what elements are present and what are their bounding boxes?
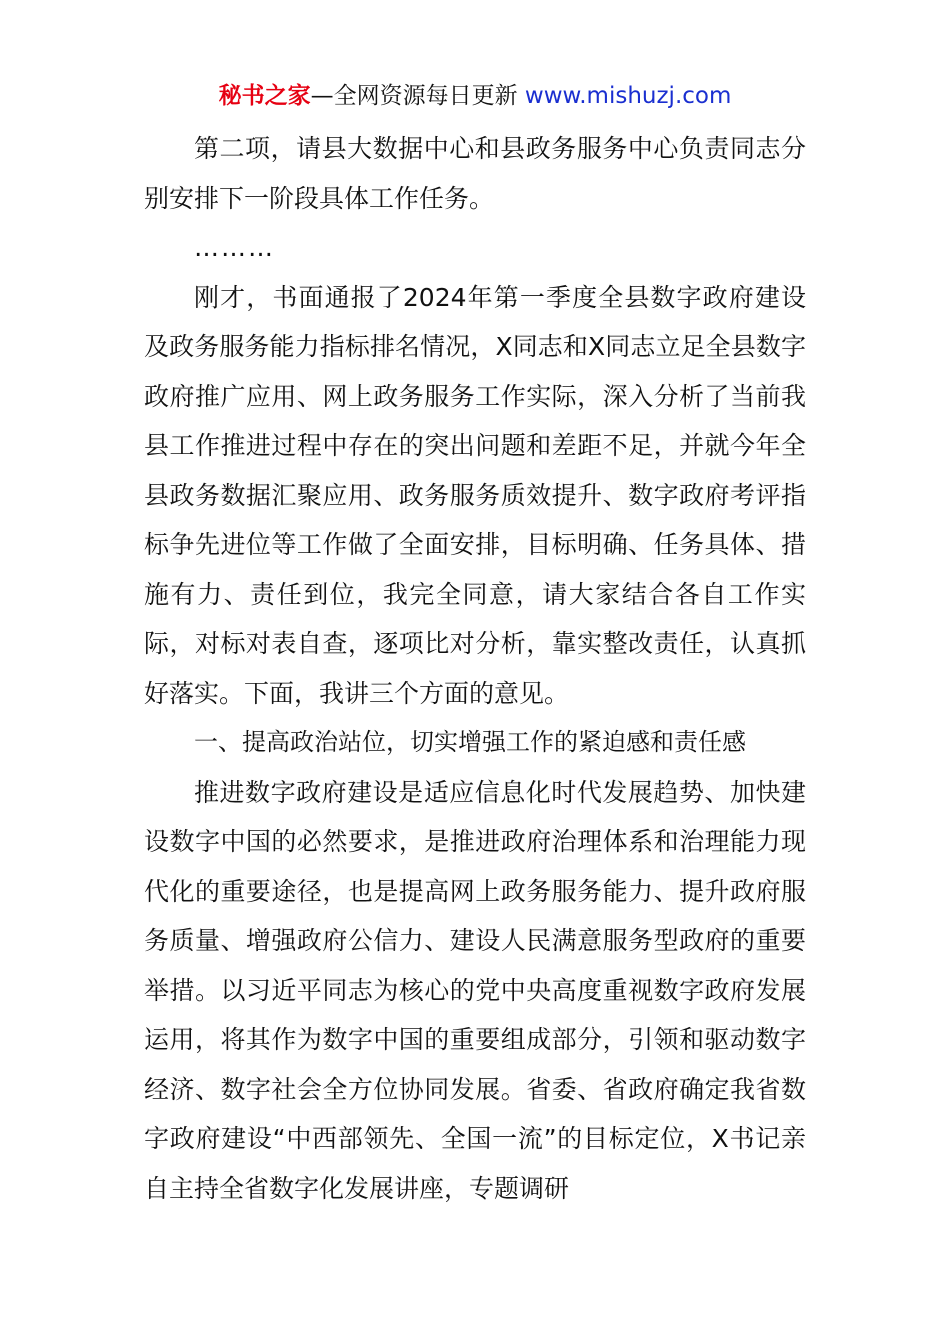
- paragraph: 第二项，请县大数据中心和县政务服务中心负责同志分别安排下一阶段具体工作任务。: [144, 134, 806, 213]
- ellipsis-paragraph: ………: [194, 233, 275, 262]
- brand-name: 秘书之家: [218, 83, 311, 109]
- document-body: [144, 124, 806, 1213]
- section-heading: 一、提高政治站位，切实增强工作的紧迫感和责任感: [194, 728, 746, 756]
- page-header: [0, 80, 950, 112]
- header-tagline: —全网资源每日更新: [310, 83, 518, 109]
- paragraph: 推进数字政府建设是适应信息化时代发展趋势、加快建设数字中国的必然要求，是推进政府治理体系和治理能力现代化的重要途径，也是提高网上政务服务能力、提升政府服务质量、增强政府公信力、建设人民满意服务型政府的重要举措。以习近平同志为核心的党中央高度重视数字政府发展运用，将其作为数字中国的重要组成部分，引领和驱动数字经济、数字社会全方位协同发展。省委、省政府确定我省数字政府建设“中西部领先、全国一流”的目标定位，X书记亲自主持全省数字化发展讲座，专题调研: [144, 777, 806, 1203]
- website-link[interactable]: www.mishuzj.com: [524, 83, 732, 109]
- paragraph: 刚才，书面通报了2024年第一季度全县数字政府建设及政务服务能力指标排名情况，X同志和X同志立足全县数字政府推广应用、网上政务服务工作实际，深入分析了当前我县工作推进过程中存在的突出问题和差距不足，并就今年全县政务数据汇聚应用、政务服务质效提升、数字政府考评指标争先进位等工作做了全面安排，目标明确、任务具体、措施有力、责任到位，我完全同意，请大家结合各自工作实际，对标对表自查，逐项比对分析，靠实整改责任，认真抓好落实。下面，我讲三个方面的意见。: [144, 282, 806, 708]
